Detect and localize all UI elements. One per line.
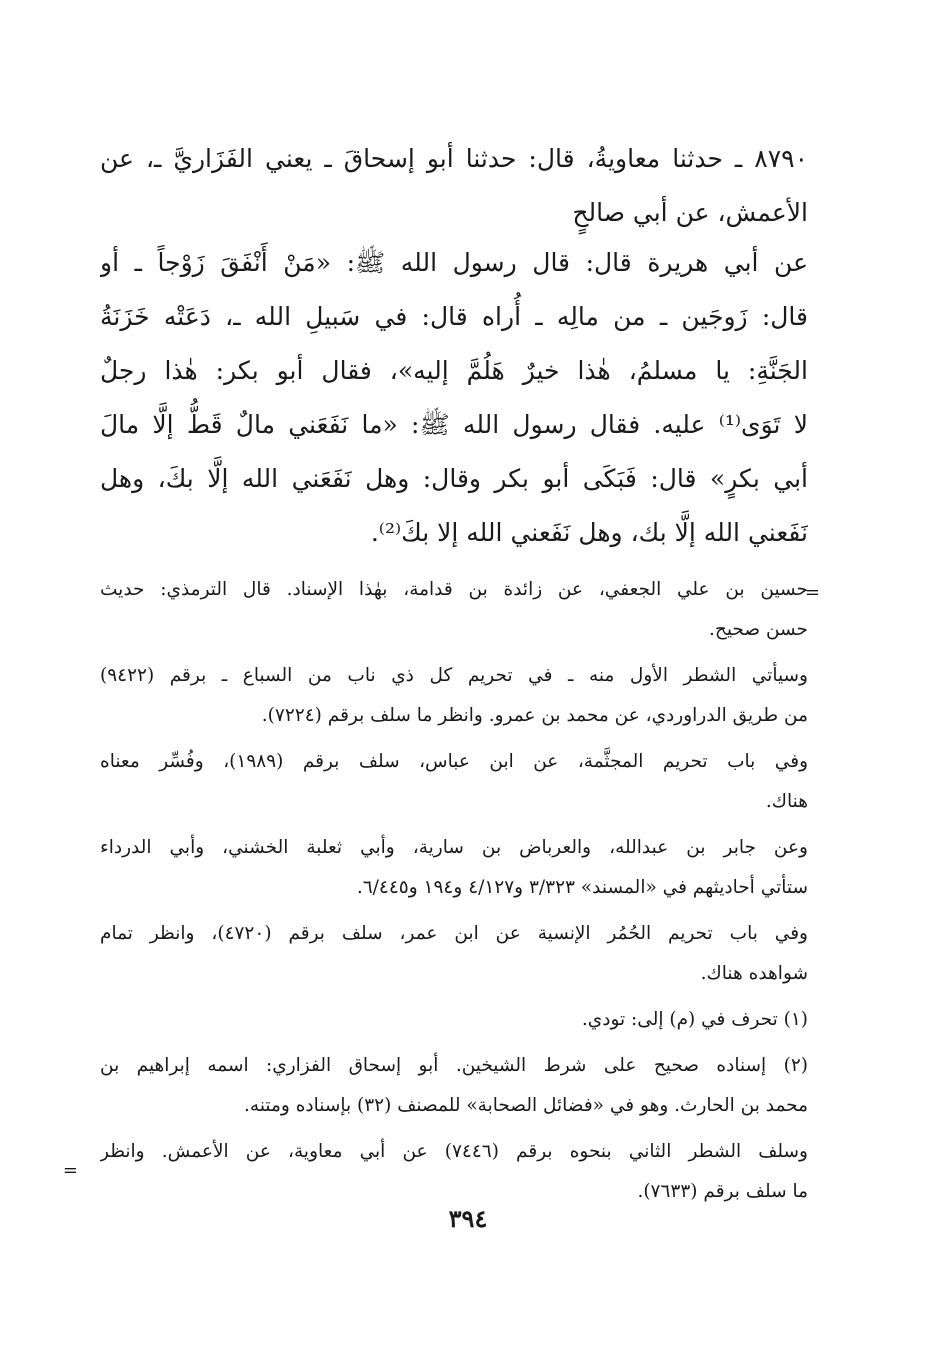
matn-line: أبي بكرٍ» قال: فَبَكَى أبو بكر وقال: وهل نَفَعَني الله إلَّا بكَ، وهل xyxy=(100,464,808,493)
footnote-line: وسلف الشطر الثاني بنحوه برقم (٧٤٤٦) عن أبي معاوية، عن الأعمش. وانظر xyxy=(100,1141,808,1162)
isnad-line: الأعمش، عن أبي صالحٍ xyxy=(572,198,808,227)
page-number: ٣٩٤ xyxy=(448,1204,488,1233)
footnote-line: (١) تحرف في (م) إلى: تودي. xyxy=(581,1009,808,1030)
footnote-paragraph xyxy=(100,570,808,650)
footnote-line: وسيأتي الشطر الأول منه ـ في تحريم كل ذي ناب من السباع ـ برقم (٩٤٢٢) xyxy=(100,665,808,686)
footnote-line: وعن جابر بن عبدالله، والعرباض بن سارية، وأبي ثعلبة الخشني، وأبي الدرداء xyxy=(100,837,808,858)
matn-line: نَفَعني الله إلَّا بك، وهل نَفَعني الله إلا بكَ⁽²⁾. xyxy=(370,518,808,547)
footnote-line: من طريق الدراوردي، عن محمد بن عمرو. وانظر ما سلف برقم (٧٢٢٤). xyxy=(261,705,808,726)
continuation-marker-top: = xyxy=(804,582,820,603)
footnote-line: حسن صحيح. xyxy=(709,619,808,640)
footnote-line: ما سلف برقم (٧٦٣٣). xyxy=(637,1181,808,1202)
matn-line: الجَنَّةِ: يا مسلمُ، هٰذا خيرٌ هَلُمَّ إليه»، فقال أبو بكر: هٰذا رجلٌ xyxy=(100,356,808,385)
footnote-1 xyxy=(100,1000,808,1040)
footnote-paragraph xyxy=(100,742,808,822)
footnote-line: وفي باب تحريم الحُمُر الإنسية عن ابن عمر، سلف برقم (٤٧٢٠)، وانظر تمام xyxy=(100,923,808,944)
footnote-line: (٢) إسناده صحيح على شرط الشيخين. أبو إسحاق الفزاري: اسمه إبراهيم بن xyxy=(100,1055,808,1076)
hadith-isnad xyxy=(100,132,808,240)
hadith-matn xyxy=(100,236,808,560)
footnote-line: وفي باب تحريم المجثَّمة، عن ابن عباس، سلف برقم (١٩٨٩)، وفُسِّر معناه xyxy=(100,751,808,772)
continuation-marker-bottom: = xyxy=(62,1160,78,1181)
footnote-paragraph xyxy=(100,914,808,994)
isnad-line: ٨٧٩٠ ـ حدثنا معاويةُ، قال: حدثنا أبو إسحاقَ ـ يعني الفَزَاريَّ ـ، عن xyxy=(100,144,808,173)
footnote-line: ستأتي أحاديثهم في «المسند» ٣/٣٢٣ و٤/١٢٧ و١٩٤ و٦/٤٤٥. xyxy=(356,877,808,898)
footnote-line: حسين بن علي الجعفي، عن زائدة بن قدامة، بهٰذا الإسناد. قال الترمذي: حديث xyxy=(100,579,808,600)
footnotes xyxy=(100,570,808,1218)
footnote-line: شواهده هناك. xyxy=(700,963,808,984)
matn-line: عن أبي هريرة قال: قال رسول الله ﷺ: «مَنْ أَنْفَقَ زَوْجاً ـ أو xyxy=(100,248,808,277)
footnote-line: محمد بن الحارث. وهو في «فضائل الصحابة» للمصنف (٣٢) بإسناده ومتنه. xyxy=(244,1095,808,1116)
footnote-paragraph xyxy=(100,656,808,736)
footnote-paragraph xyxy=(100,1132,808,1212)
footnote-2 xyxy=(100,1046,808,1126)
matn-line: قال: زَوجَين ـ من مالِه ـ أُراه قال: في سَبيلِ الله ـ، دَعَتْه خَزَنَةُ xyxy=(100,302,808,331)
footnote-line: هناك. xyxy=(765,791,808,812)
footnote-paragraph xyxy=(100,828,808,908)
matn-line: لا تَوَى⁽¹⁾ عليه. فقال رسول الله ﷺ: «ما نَفَعَني مالٌ قَطُّ إلَّا مالَ xyxy=(100,410,808,439)
